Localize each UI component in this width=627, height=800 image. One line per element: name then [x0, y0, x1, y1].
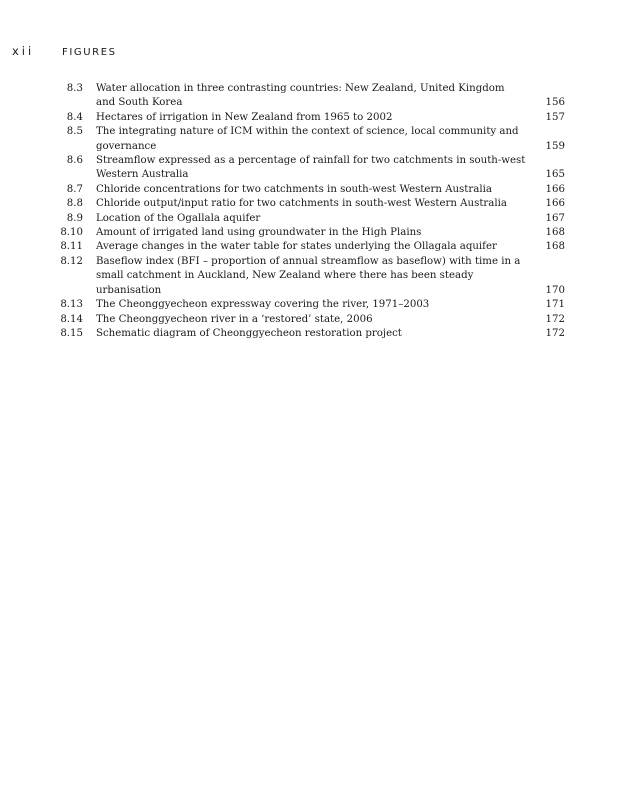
figure-number: 8.9: [66, 212, 83, 224]
figure-title: Location of the Ogallala aquifer: [96, 212, 261, 224]
figure-entry: [50, 298, 565, 312]
figure-page: 165: [545, 169, 565, 181]
figure-entry: [50, 212, 565, 226]
figure-number: 8.7: [66, 183, 83, 195]
figure-page: 172: [545, 327, 565, 339]
page-header: [12, 44, 117, 58]
figure-title: The integrating nature of ICM within the context of science, local community and governance: [96, 126, 519, 152]
figure-number: 8.15: [60, 327, 83, 339]
figure-entry: [50, 197, 565, 211]
figure-page: 171: [545, 299, 565, 311]
page-number: xii: [12, 44, 35, 58]
figure-page: 172: [545, 313, 565, 325]
figure-entry: [50, 240, 565, 254]
figure-title: Water allocation in three contrasting countries: New Zealand, United Kingdom and South Korea: [96, 83, 505, 109]
figure-title: Schematic diagram of Cheonggyecheon restoration project: [96, 327, 402, 339]
figure-entry: [50, 183, 565, 197]
figure-number: 8.4: [66, 111, 83, 123]
figure-number: 8.11: [60, 241, 83, 253]
figure-entry: [50, 327, 565, 341]
figure-title: Chloride output/input ratio for two catchments in south-west Western Australia: [96, 198, 507, 210]
figure-title: Amount of irrigated land using groundwater in the High Plains: [96, 227, 422, 239]
figure-page: 170: [545, 284, 565, 296]
figure-number: 8.3: [66, 83, 83, 94]
figure-page: 157: [545, 111, 565, 123]
figure-number: 8.13: [60, 299, 83, 311]
figure-page: 156: [545, 97, 565, 109]
figure-number: 8.10: [60, 227, 83, 239]
figure-title: Average changes in the water table for states underlying the Ollagala aquifer: [96, 241, 497, 253]
figure-title: Streamflow expressed as a percentage of rainfall for two catchments in south-west Western Australia: [96, 155, 526, 181]
figure-entry: [50, 82, 565, 111]
figure-entry: [50, 154, 565, 183]
figure-title: The Cheonggyecheon river in a ‘restored’ state, 2006: [96, 313, 373, 325]
figure-page: 167: [545, 212, 565, 224]
figure-title: Chloride concentrations for two catchments in south-west Western Australia: [96, 183, 492, 195]
figure-number: 8.14: [60, 313, 83, 325]
figure-title: Hectares of irrigation in New Zealand from 1965 to 2002: [96, 111, 393, 123]
figure-page: 159: [545, 140, 565, 152]
figure-title: Baseflow index (BFI – proportion of annual streamflow as baseflow) with time in a small catchment in Auckland, New Zealand where there has been steady urbanisation: [96, 255, 521, 296]
figure-page: 166: [545, 183, 565, 195]
running-head: FIGURES: [62, 47, 117, 58]
figure-list: [50, 82, 565, 341]
figure-number: 8.5: [66, 126, 83, 138]
figure-page: 168: [545, 227, 565, 239]
figure-number: 8.8: [66, 198, 83, 210]
figure-number: 8.6: [66, 155, 83, 167]
figure-number: 8.12: [60, 255, 83, 267]
figure-entry: [50, 111, 565, 125]
figure-page: 168: [545, 241, 565, 253]
figure-entry: [50, 313, 565, 327]
figure-page: 166: [545, 198, 565, 210]
figure-title: The Cheonggyecheon expressway covering the river, 1971–2003: [96, 299, 430, 311]
figure-entry: [50, 226, 565, 240]
figure-entry: [50, 125, 565, 154]
figure-entry: [50, 255, 565, 298]
